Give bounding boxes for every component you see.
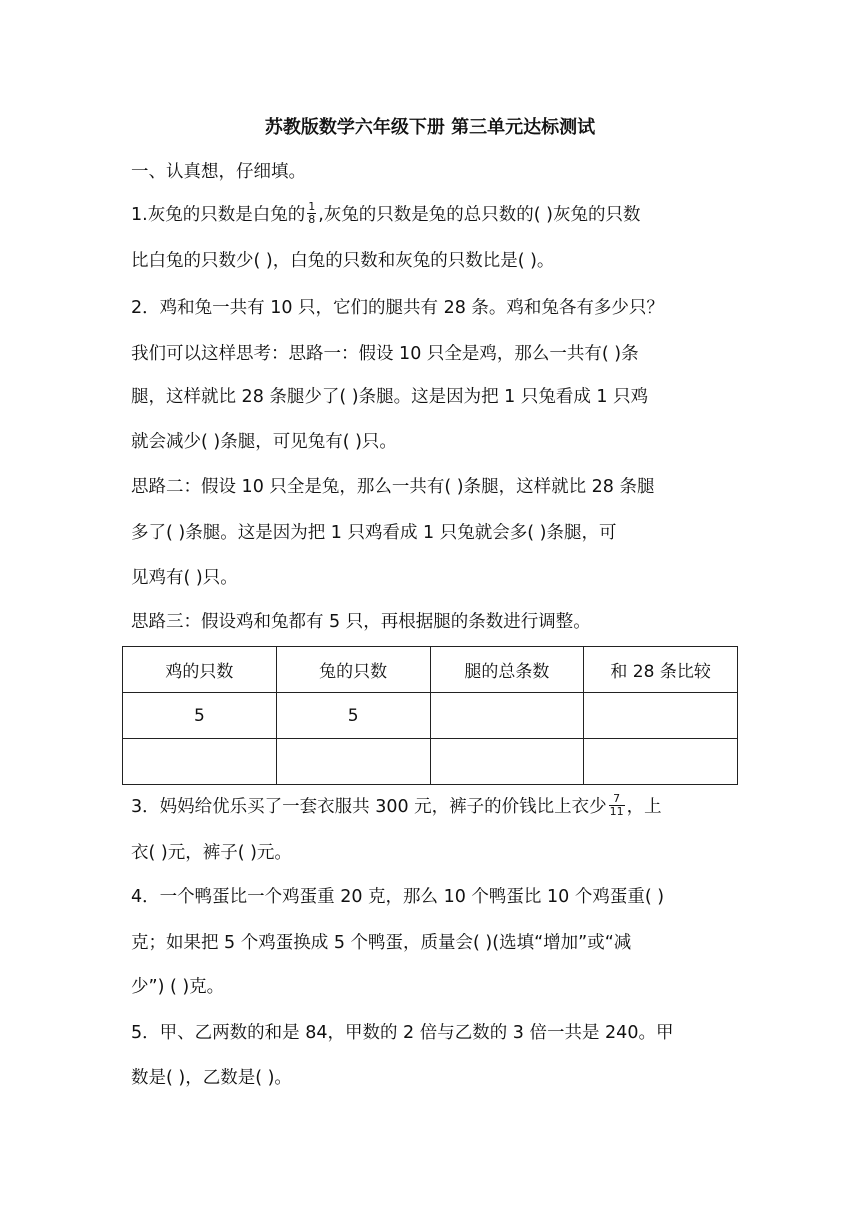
table-cell[interactable]: [430, 693, 584, 739]
fraction-denominator: 11: [609, 804, 624, 818]
question-2-line-2: 我们可以这样思考：思路一：假设 10 只全是鸡，那么一共有( )条: [131, 344, 639, 364]
table-cell[interactable]: [584, 693, 738, 739]
table-cell[interactable]: [430, 739, 584, 785]
table-header-cell: 和 28 条比较: [584, 647, 738, 693]
chicken-rabbit-table: [122, 646, 738, 785]
table-header-cell: 鸡的只数: [123, 647, 277, 693]
fraction-numerator: 1: [308, 199, 316, 213]
question-5-line-1: 5．甲、乙两数的和是 84，甲数的 2 倍与乙数的 3 倍一共是 240。甲: [131, 1023, 674, 1043]
question-3-line-1: [131, 792, 741, 822]
page-title: 苏教版数学六年级下册 第三单元达标测试: [264, 117, 596, 138]
fraction-seven-elevenths: [609, 793, 625, 818]
q1-text-a: 1.灰兔的只数是白兔的: [131, 205, 306, 225]
question-1-line-1: [131, 200, 741, 230]
table-cell[interactable]: [123, 739, 277, 785]
table-cell: 5: [123, 693, 277, 739]
q3-text-b: ，上: [626, 797, 662, 817]
question-2-line-1: 2．鸡和兔一共有 10 只，它们的腿共有 28 条。鸡和兔各有多少只？: [131, 298, 664, 318]
question-2-line-4: 就会减少( )条腿，可见兔有( )只。: [131, 432, 397, 452]
question-2-line-6: 多了( )条腿。这是因为把 1 只鸡看成 1 只兔就会多( )条腿，可: [131, 523, 617, 543]
table-cell: 5: [276, 693, 430, 739]
table-header-row: [123, 647, 738, 693]
table-header-cell: 腿的总条数: [430, 647, 584, 693]
table-cell[interactable]: [584, 739, 738, 785]
q1-text-b: ,灰兔的只数是兔的总只数的( )灰兔的只数: [318, 205, 641, 225]
question-3-line-2: 衣( )元，裤子( )元。: [131, 843, 292, 863]
section-heading: 一、认真想，仔细填。: [131, 162, 306, 182]
fraction-one-eighth: [307, 201, 316, 226]
question-4-line-3: 少”) ( )克。: [131, 977, 225, 997]
fraction-numerator: 7: [609, 793, 625, 806]
question-2-line-8: 思路三：假设鸡和兔都有 5 只，再根据腿的条数进行调整。: [131, 612, 591, 632]
question-2-line-7: 见鸡有( )只。: [131, 568, 238, 588]
fraction-denominator: 8: [308, 212, 316, 226]
table-row: [123, 693, 738, 739]
question-2-line-3: 腿，这样就比 28 条腿少了( )条腿。这是因为把 1 只兔看成 1 只鸡: [131, 387, 649, 407]
table-cell[interactable]: [276, 739, 430, 785]
question-1-line-2: 比白兔的只数少( )，白兔的只数和灰兔的只数比是( )。: [131, 251, 555, 271]
table-header-cell: 兔的只数: [276, 647, 430, 693]
q3-text-a: 3．妈妈给优乐买了一套衣服共 300 元，裤子的价钱比上衣少: [131, 797, 607, 817]
question-5-line-2: 数是( )，乙数是( )。: [131, 1068, 292, 1088]
table-row: [123, 739, 738, 785]
question-4-line-2: 克；如果把 5 个鸡蛋换成 5 个鸭蛋，质量会( )(选填“增加”或“减: [131, 933, 632, 953]
question-2-line-5: 思路二：假设 10 只全是兔，那么一共有( )条腿，这样就比 28 条腿: [131, 477, 655, 497]
question-4-line-1: 4．一个鸭蛋比一个鸡蛋重 20 克，那么 10 个鸭蛋比 10 个鸡蛋重( ): [131, 887, 665, 907]
